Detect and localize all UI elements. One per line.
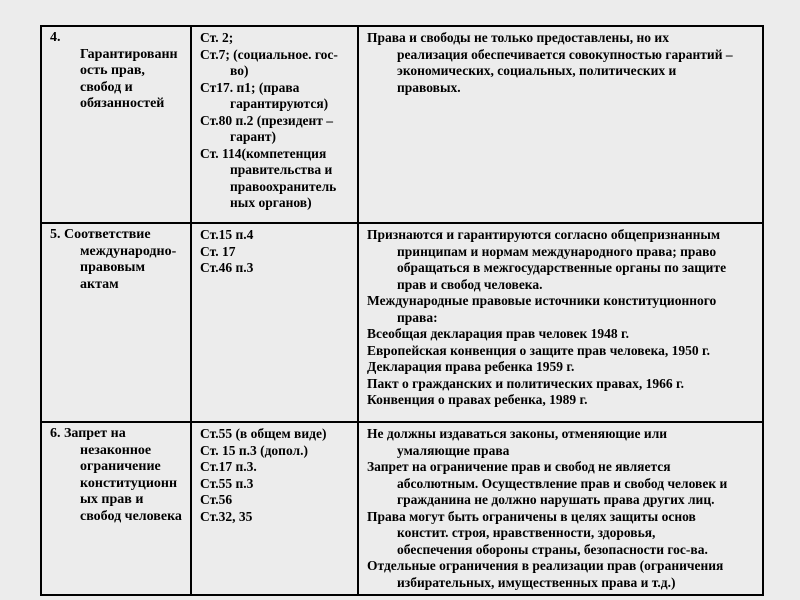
text-line: Отдельные ограничения в реализации прав (ограничения [367,558,724,573]
cell-articles [191,422,358,595]
text-line: Ст. 17 [200,243,236,259]
cell-criterion [41,422,191,595]
text-line: Ст. 114(компетенция [200,145,327,161]
text-line: Запрет на ограничение прав и свобод не является [367,459,671,474]
text-line: Ст.17 п.3. [200,459,257,474]
text-line: правоохранитель [230,178,337,194]
text-line: Ст17. п1; (права [200,79,300,95]
text-line: правовым [80,260,145,275]
text-line: прав и свобод человека. [397,276,543,292]
text-line: Права могут быть ограничены в целях защиты основ [367,508,696,524]
text-line: обращаться в межгосударственные органы по защите [397,260,727,275]
text-line: Гарантированн [80,46,178,62]
text-line: Ст.80 п.2 (президент – [200,112,334,128]
text-line: права: [397,309,438,325]
text-line: умаляющие права [397,442,510,458]
text-line: Ст. 2; [200,30,234,45]
text-line: Всеобщая декларация прав человек 1948 г. [367,326,629,341]
text-line: Ст.32, 35 [200,508,253,524]
text-line: реализация обеспечивается совокупностью гарантий – [397,46,733,62]
text-line: гарант) [230,129,277,144]
table-row [41,223,763,422]
text-line: абсолютным. Осуществление прав и свобод человек и [397,475,728,491]
text-line: обеспечения обороны страны, безопасности гос-ва. [397,541,708,557]
text-line: констит. строя, нравственности, здоровья, [397,525,656,540]
text-line: свобод и [80,79,133,95]
text-line: ограничение [80,459,161,474]
cell-articles [191,223,358,422]
text-line: ых прав и [80,492,144,507]
text-line: избирательных, имущественных права и т.д.) [397,574,676,590]
text-line: экономических, социальных, политических и [397,63,677,78]
text-line: Не должны издаваться законы, отменяющие или [367,426,668,441]
table-row [41,26,763,223]
text-line: принципам и нормам международного права; право [397,243,717,259]
text-line: Ст.15 п.4 [200,227,254,242]
text-line: Декларация права ребенка 1959 г. [367,359,575,374]
text-line: обязанностей [80,96,165,111]
text-line: международно- [80,243,177,259]
text-line: Ст.56 [200,492,233,507]
cell-description [358,422,763,595]
rights-table-body [41,26,763,595]
cell-criterion [41,223,191,422]
text-line: незаконное [80,442,152,458]
text-line: Ст.46 п.3 [200,260,254,275]
text-line: свобод человека [80,508,182,524]
text-line: ных органов) [230,195,312,210]
text-line: правовых. [397,79,461,95]
rights-table [40,25,764,596]
text-line: актам [80,276,119,292]
cell-description [358,26,763,223]
text-line: 4. [50,30,61,45]
text-line: Признаются и гарантируются согласно общепризнанным [367,227,721,242]
text-line: Ст. 15 п.3 (допол.) [200,442,308,458]
text-line: Международные правовые источники конституционного [367,293,717,308]
text-line: Пакт о гражданских и политических правах, 1966 г. [367,375,685,391]
text-line: во) [230,63,249,78]
text-line: Европейская конвенция о защите прав человека, 1950 г. [367,342,711,358]
text-line: гарантируются) [230,96,329,111]
text-line: Ст.7; (социальное. гос- [200,46,338,62]
text-line: гражданина не должно нарушать права других лиц. [397,492,715,507]
text-line: 6. Запрет на [50,426,126,441]
text-line: Ст.55 п.3 [200,475,254,491]
text-line: конституционн [80,475,178,491]
table-row [41,422,763,595]
text-line: правительства и [230,162,333,177]
text-line: ость прав, [80,63,145,78]
cell-description [358,223,763,422]
cell-criterion [41,26,191,223]
text-line: Права и свободы не только предоставлены, но их [367,30,669,45]
cell-articles [191,26,358,223]
text-line: 5. Соответствие [50,227,151,242]
text-line: Ст.55 (в общем виде) [200,426,327,441]
text-line: Конвенция о правах ребенка, 1989 г. [367,392,588,407]
